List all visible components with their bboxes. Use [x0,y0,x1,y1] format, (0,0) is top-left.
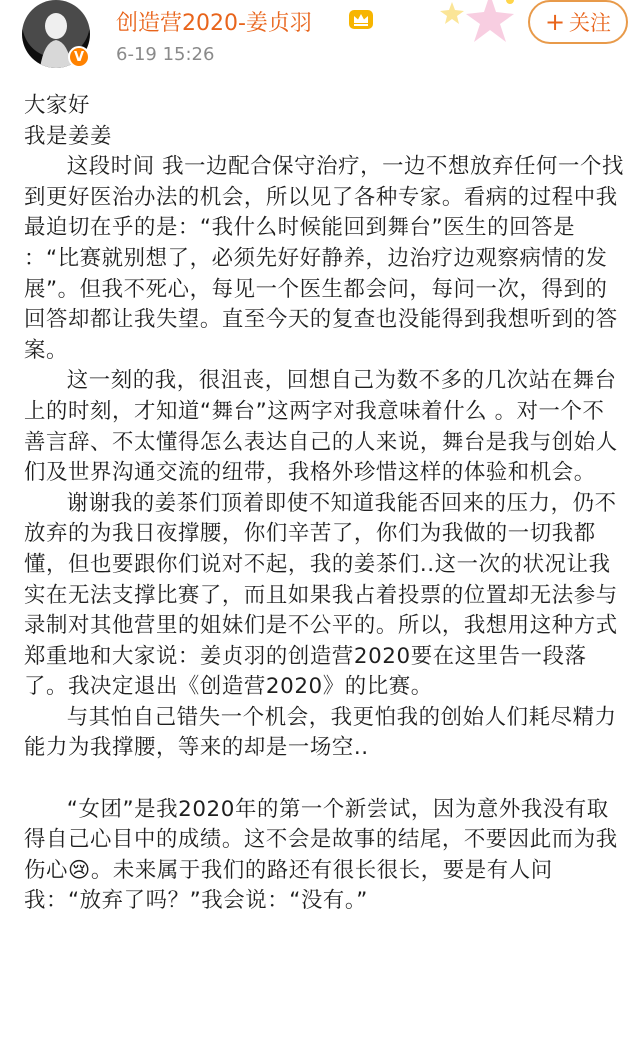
post-timestamp: 6-19 15:26 [116,44,215,65]
post-header [0,0,640,80]
plus-icon: + [544,8,566,36]
greeting-line: 大家好 [24,93,90,118]
paragraph: 与其怕自己错失一个机会，我更怕我的创始人们耗尽精力能力为我撑腰，等来的却是一场空.. [24,704,617,761]
paragraph-text: “女团”是我2020年的第一个新尝试，因为意外我没有取得自己心目中的成绩。这不会是故事的结尾，不要因此而为我伤心 [24,796,618,883]
crying-face-emoji-icon: 😢 [67,857,91,883]
decoration-sparkle-icon [430,0,520,54]
follow-button[interactable] [528,0,628,44]
author-avatar[interactable] [22,0,92,70]
greeting-line: 我是姜姜 [24,123,112,149]
paragraph: 这段时间 我一边配合保守治疗，一边不想放弃任何一个找到更好医治办法的机会，所以见了各种专家。看病的过程中我最迫切在乎的是：“我什么时候能回到舞台”医生的回答是 ：“比赛就别想了，必须先好好静养，边治疗边观察病情的发展”。但我不死心，每见一个医生都会问，每问一次，得到的回答却都让我失望。直至今天的复查也没能得到我想听到的答案。 [24,154,624,363]
vip-crown-icon[interactable] [348,6,374,32]
paragraph: 这一刻的我，很沮丧，回想自己为数不多的几次站在舞台上的时刻，才知道“舞台”这两字对我意味着什么 。对一个不善言辞、不太懂得怎么表达自己的人来说，舞台是我与创始人们及世界沟通交流的纽带，我格外珍惜这样的体验和机会。 [24,368,618,486]
paragraph-text: 。未来属于我们的路还有很长很长，要是有人问我：“放弃了吗？”我会说：“没有。” [24,857,553,914]
paragraph: 谢谢我的姜茶们顶着即使不知道我能否回来的压力，仍不放弃的为我日夜撑腰，你们辛苦了，你们为我做的一切我都懂，但也要跟你们说对不起，我的姜茶们..这一次的状况让我实在无法支撑比赛了，而且如果我占着投票的位置却无法参与录制对其他营里的姐妹们是不公平的。所以，我想用这种方式郑重地和大家说：姜贞羽的创造营2020要在这里告一段落了。我决定退出《创造营2020》的比赛。 [24,490,618,700]
follow-label: 关注 [569,11,612,35]
post-body [24,91,624,917]
spacer [24,764,624,795]
verified-badge-icon: V [68,46,90,68]
author-name[interactable]: 创造营2020-姜贞羽 [116,11,312,36]
paragraph [24,795,624,917]
